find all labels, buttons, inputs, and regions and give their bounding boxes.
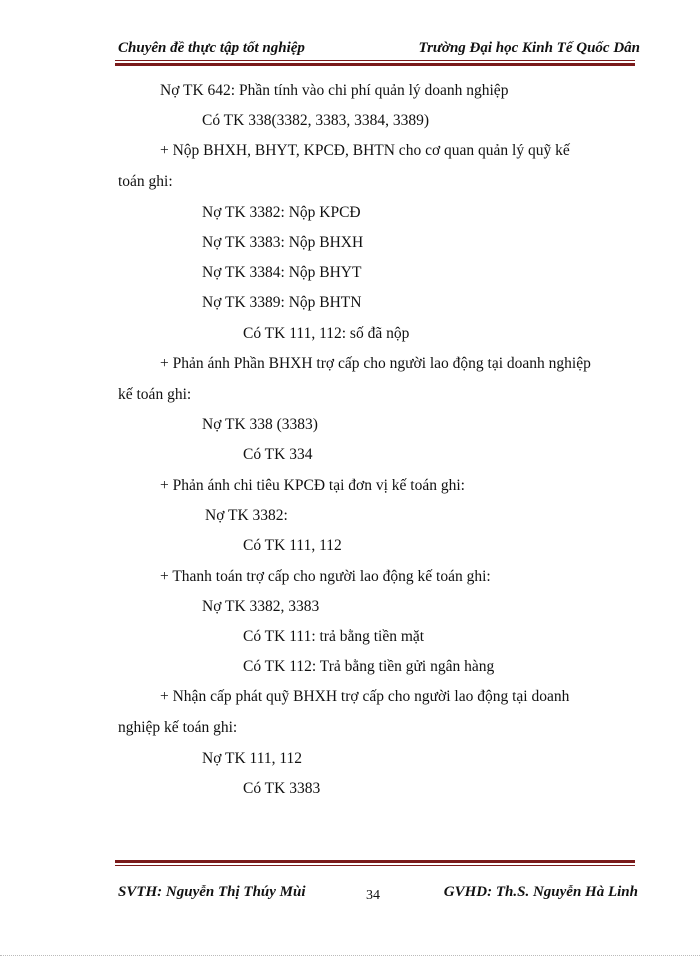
page-number: 34 — [366, 888, 380, 903]
body-line: Nợ TK 642: Phần tính vào chi phí quản lý doanh nghiệp — [160, 82, 509, 99]
body-line: + Nhận cấp phát quỹ BHXH trợ cấp cho người lao động tại doanh — [160, 688, 570, 705]
body-line: Nợ TK 3389: Nộp BHTN — [202, 294, 362, 311]
body-line: Có TK 111, 112: số đã nộp — [243, 325, 410, 342]
body-line: Nợ TK 111, 112 — [202, 750, 303, 767]
header-rule-thick — [115, 63, 635, 66]
page-header-left: Chuyên đề thực tập tốt nghiệp — [118, 40, 305, 56]
body-line: Nợ TK 3383: Nộp BHXH — [202, 234, 364, 251]
footer-rule-thin — [115, 865, 635, 866]
body-line: Nợ TK 3382: — [205, 507, 288, 524]
body-line: Có TK 334 — [243, 446, 313, 463]
body-line: Có TK 111, 112 — [243, 537, 342, 554]
body-line: + Phản ánh Phần BHXH trợ cấp cho người lao động tại doanh nghiệp — [160, 355, 591, 372]
body-line: Nợ TK 3384: Nộp BHYT — [202, 264, 362, 281]
header-rule-thin — [115, 60, 635, 61]
body-line: nghiệp kế toán ghi: — [118, 719, 238, 736]
body-line: + Phản ánh chi tiêu KPCĐ tại đơn vị kế toán ghi: — [160, 477, 465, 494]
body-line: Nợ TK 3382: Nộp KPCĐ — [202, 204, 361, 221]
body-line: toán ghi: — [118, 173, 173, 190]
body-line: + Thanh toán trợ cấp cho người lao động kế toán ghi: — [160, 568, 491, 585]
body-line: Có TK 111: trả bằng tiền mặt — [243, 628, 425, 645]
body-line: Nợ TK 338 (3383) — [202, 416, 318, 433]
body-line: Có TK 3383 — [243, 780, 321, 797]
body-line: Có TK 112: Trả bằng tiền gửi ngân hàng — [243, 658, 495, 675]
page-header-right: Trường Đại học Kinh Tế Quốc Dân — [418, 40, 640, 56]
body-line: + Nộp BHXH, BHYT, KPCĐ, BHTN cho cơ quan quản lý quỹ kế — [160, 142, 570, 159]
footer-rule-thick — [115, 860, 635, 863]
footer-right: GVHD: Th.S. Nguyễn Hà Linh — [443, 884, 638, 900]
page-edge-divider — [0, 955, 700, 956]
body-line: Có TK 338(3382, 3383, 3384, 3389) — [202, 112, 430, 129]
footer-left: SVTH: Nguyễn Thị Thúy Mùi — [118, 884, 306, 900]
body-line: Nợ TK 3382, 3383 — [202, 598, 320, 615]
body-line: kế toán ghi: — [118, 386, 192, 403]
